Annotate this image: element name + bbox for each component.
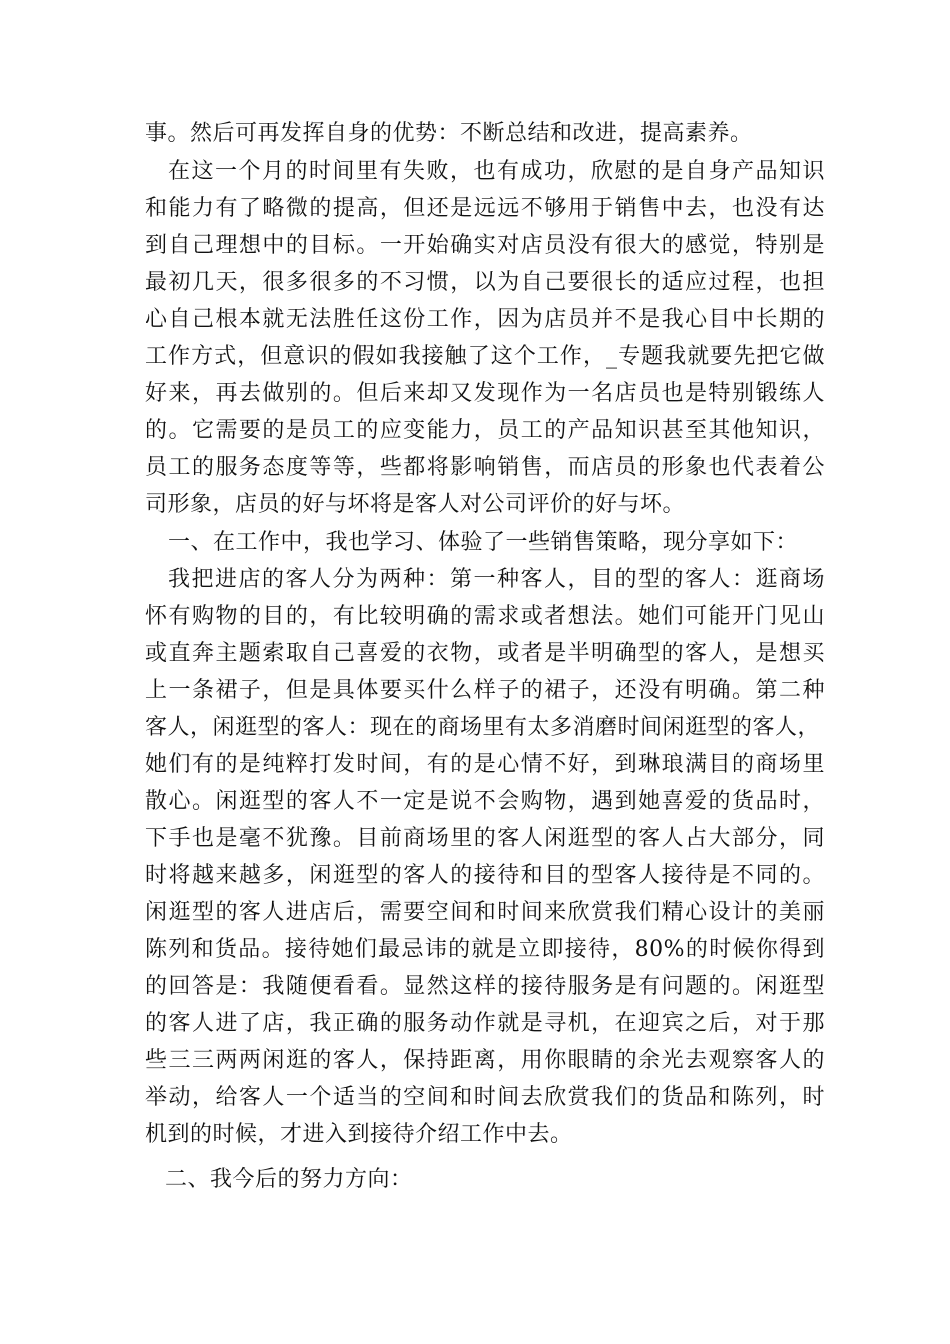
text-line: 工作方式，但意识的假如我接触了这个工作，_专题我就要先把它做 bbox=[145, 344, 825, 369]
text-line: 散心。闲逛型的客人不一定是说不会购物，遇到她喜爱的货品时， bbox=[145, 789, 825, 814]
text-line: 陈列和货品。接待她们最忌讳的就是立即接待，80%的时候你得到 bbox=[145, 937, 825, 962]
text-line: 和能力有了略微的提高，但还是远远不够用于销售中去，也没有达 bbox=[145, 196, 825, 221]
text-line: 怀有购物的目的，有比较明确的需求或者想法。她们可能开门见山 bbox=[145, 604, 825, 629]
text-line: 的回答是：我随便看看。显然这样的接待服务是有问题的。闲逛型 bbox=[145, 974, 825, 999]
text-line: 事。然后可再发挥自身的优势：不断总结和改进，提高素养。 bbox=[145, 121, 753, 146]
text-line: 员工的服务态度等等，些都将影响销售，而店员的形象也代表着公 bbox=[145, 455, 825, 480]
text-line: 她们有的是纯粹打发时间，有的是心情不好，到琳琅满目的商场里 bbox=[145, 752, 825, 777]
text-line: 最初几天，很多很多的不习惯，以为自己要很长的适应过程，也担 bbox=[145, 270, 825, 295]
text-line: 机到的时候，才进入到接待介绍工作中去。 bbox=[145, 1122, 573, 1147]
text-line: 到自己理想中的目标。一开始确实对店员没有很大的感觉，特别是 bbox=[145, 233, 825, 258]
text-line: 司形象，店员的好与坏将是客人对公司评价的好与坏。 bbox=[145, 492, 686, 517]
text-line: 我把进店的客人分为两种：第一种客人，目的型的客人：逛商场 bbox=[168, 567, 825, 592]
text-line: 或直奔主题索取自己喜爱的衣物，或者是半明确型的客人，是想买 bbox=[145, 641, 825, 666]
text-line: 举动，给客人一个适当的空间和时间去欣赏我们的货品和陈列，时 bbox=[145, 1085, 825, 1110]
text-line: 下手也是毫不犹豫。目前商场里的客人闲逛型的客人占大部分，同 bbox=[145, 826, 825, 851]
text-line: 的。它需要的是员工的应变能力，员工的产品知识甚至其他知识， bbox=[145, 418, 825, 443]
text-line: 时将越来越多，闲逛型的客人的接待和目的型客人接待是不同的。 bbox=[145, 863, 825, 888]
section-heading: 一、在工作中，我也学习、体验了一些销售策略，现分享如下： bbox=[168, 530, 799, 555]
text-line: 的客人进了店，我正确的服务动作就是寻机，在迎宾之后，对于那 bbox=[145, 1011, 825, 1036]
text-line: 闲逛型的客人进店后，需要空间和时间来欣赏我们精心设计的美丽 bbox=[145, 900, 825, 925]
text-line: 心自己根本就无法胜任这份工作，因为店员并不是我心目中长期的 bbox=[145, 307, 825, 332]
text-line: 些三三两两闲逛的客人，保持距离，用你眼睛的余光去观察客人的 bbox=[145, 1048, 825, 1073]
text-line: 客人，闲逛型的客人：现在的商场里有太多消磨时间闲逛型的客人， bbox=[145, 715, 821, 740]
section-heading: 二、我今后的努力方向： bbox=[165, 1167, 413, 1192]
text-line: 上一条裙子，但是具体要买什么样子的裙子，还没有明确。第二种 bbox=[145, 678, 825, 703]
text-line: 在这一个月的时间里有失败，也有成功，欣慰的是自身产品知识 bbox=[168, 159, 825, 184]
text-line: 好来，再去做别的。但后来却又发现作为一名店员也是特别锻练人 bbox=[145, 381, 825, 406]
